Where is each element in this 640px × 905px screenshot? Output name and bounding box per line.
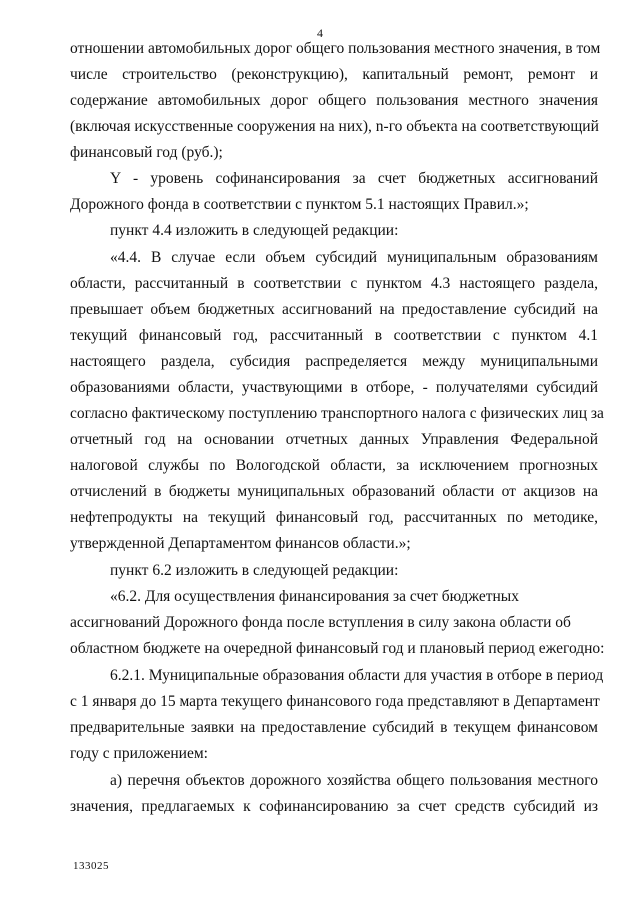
text-line: «4.4. В случае если объем субсидий муниципальным образованиям [110, 249, 598, 266]
text-line: а) перечня объектов дорожного хозяйства общего пользования местного [110, 772, 598, 789]
text-line: ассигнований Дорожного фонда после вступления в силу закона области об [70, 614, 571, 631]
text-line: настоящего раздела, субсидия распределяется между муниципальными [70, 353, 598, 370]
text-line: области, рассчитанный в соответствии с пунктом 4.3 настоящего раздела, [70, 275, 598, 292]
text-line: областном бюджете на очередной финансовый год и плановый период ежегодно: [70, 640, 605, 657]
text-line: содержание автомобильных дорог общего пользования местного значения [70, 92, 598, 109]
text-line: превышает объем бюджетных ассигнований на предоставление субсидий на [70, 301, 598, 318]
text-line: отчетный год на основании отчетных данных Управления Федеральной [70, 431, 598, 448]
text-line: предварительные заявки на предоставление субсидий в текущем финансовом [70, 719, 598, 736]
page-number: 4 [317, 26, 323, 40]
text-line: Y - уровень софинансирования за счет бюджетных ассигнований [110, 170, 598, 187]
text-line: налоговой службы по Вологодской области, за исключением прогнозных [70, 457, 598, 474]
text-line: с 1 января до 15 марта текущего финансового года представляют в Департамент [70, 693, 600, 710]
text-line: текущий финансовый год, рассчитанный в соответствии с пунктом 4.1 [70, 327, 598, 344]
text-line: нефтепродукты на текущий финансовый год, рассчитанных по методике, [70, 509, 598, 526]
text-line: финансовый год (руб.); [70, 144, 223, 161]
text-line: Дорожного фонда в соответствии с пунктом 5.1 настоящих Правил.»; [70, 196, 529, 213]
document-code: 133025 [73, 860, 109, 872]
text-line: отчислений в бюджеты муниципальных образований области от акцизов на [70, 483, 598, 500]
text-line: пункт 6.2 изложить в следующей редакции: [110, 562, 399, 579]
text-line: значения, предлагаемых к софинансированию за счет средств субсидий из [70, 798, 598, 815]
text-line: (включая искусственные сооружения на них), n-го объекта на соответствующий [70, 118, 599, 135]
text-line: согласно фактическому поступлению транспортного налога с физических лиц за [70, 405, 604, 422]
text-line: числе строительство (реконструкцию), капитальный ремонт, ремонт и [70, 66, 598, 83]
text-line: «6.2. Для осуществления финансирования за счет бюджетных [110, 588, 519, 605]
text-line: утвержденной Департаментом финансов области.»; [70, 535, 411, 552]
text-line: пункт 4.4 изложить в следующей редакции: [110, 222, 399, 239]
text-line: образованиями области, участвующими в отборе, - получателями субсидий [70, 379, 598, 396]
text-line: году с приложением: [70, 745, 208, 762]
text-line: 6.2.1. Муниципальные образования области для участия в отборе в период [110, 667, 604, 684]
text-line: отношении автомобильных дорог общего пользования местного значения, в том [70, 40, 601, 57]
